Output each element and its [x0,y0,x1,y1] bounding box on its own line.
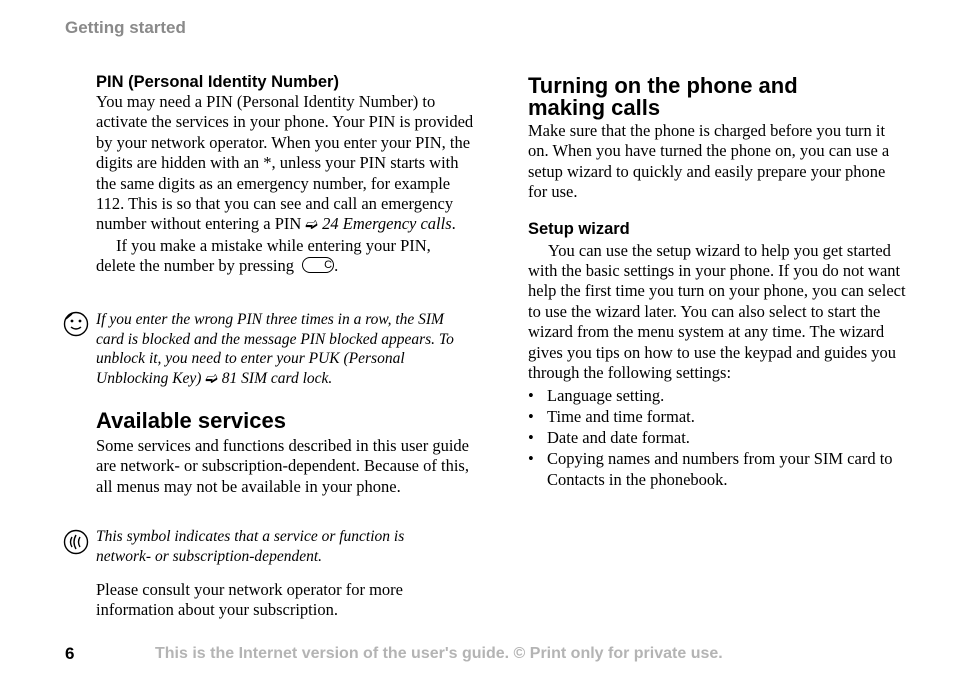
list-item: • Time and time format. [528,407,906,427]
wizard-settings-list [528,386,906,490]
page-number: 6 [65,644,75,663]
pin-paragraph-1-text: You may need a PIN (Personal Identity Number) to activate the services in your phone. Your PIN is provided by your network operator. When you enter your PIN, the digits are hidden with an *, unless your PIN starts with the same digits as an emergency number, for example 112. This is so that you can see and call an emergency number without entering a PIN [96,92,474,234]
turning-on-heading-line1: Turning on the phone and [528,73,798,98]
network-dependent-note: This symbol indicates that a service or function is network- or subscription-dependent. [96,528,405,565]
turning-on-heading-line2: making calls [528,95,661,120]
pin-paragraph-2-end: . [334,256,339,276]
c-key-icon: C [302,257,334,273]
setup-wizard-heading: Setup wizard [528,219,630,238]
list-item: • Date and date format. [528,428,906,448]
available-services-heading: Available services [96,408,286,433]
pin-paragraph-1-end: . [451,214,456,234]
network-service-icon [63,529,89,555]
footer-disclaimer: This is the Internet version of the user's guide. © Print only for private use. [155,645,723,662]
pin-emergency-ref: 24 Emergency calls [322,214,452,234]
list-item: • Language setting. [528,386,906,406]
pin-heading: PIN (Personal Identity Number) [96,73,339,91]
right-column [528,72,906,491]
tip-face-icon [63,311,89,337]
list-item: • Copying names and numbers from your SIM card to Contacts in the phonebook. [528,449,906,490]
setup-wizard-paragraph: You can use the setup wizard to help you get started with the basic settings in your phone. If you do not want help the first time you turn on your phone, you can select to use the wizard later. You can also select to start the wizard from the menu system at any time. The wizard gives you tips on how to use the keypad and guides you through the following settings: [528,240,906,383]
pin-blocked-note-text: If you enter the wrong PIN three times in a row, the SIM card is blocked and the message PIN blocked appears. To unblock it, you need to enter your PUK (Personal Unblocking Key) [96,311,454,387]
pin-paragraph-1 [96,92,474,236]
right-arrow-icon: ➫ [205,370,218,387]
running-header: Getting started [65,18,186,37]
pin-blocked-note-end: . [328,369,333,387]
right-arrow-icon: ➫ [305,217,318,234]
left-column [96,72,474,277]
pin-blocked-note [96,310,456,389]
pin-paragraph-2 [96,236,474,277]
sim-card-lock-ref: 81 SIM card lock [221,369,329,387]
available-services-section [96,410,474,497]
turning-on-heading [528,75,906,119]
pin-paragraph-2-text: If you make a mistake while entering your PIN, delete the number by pressing [96,235,431,276]
consult-operator-paragraph: Please consult your network operator for more information about your subscription. [96,580,403,620]
turning-on-paragraph: Make sure that the phone is charged before you turn it on. When you have turned the phone on, you can use a setup wizard to quickly and easily prepare your phone for use. [528,121,890,202]
available-services-paragraph: Some services and functions described in this user guide are network- or subscription-dependent. Because of this, all menus may not be available in your phone. [96,436,469,496]
